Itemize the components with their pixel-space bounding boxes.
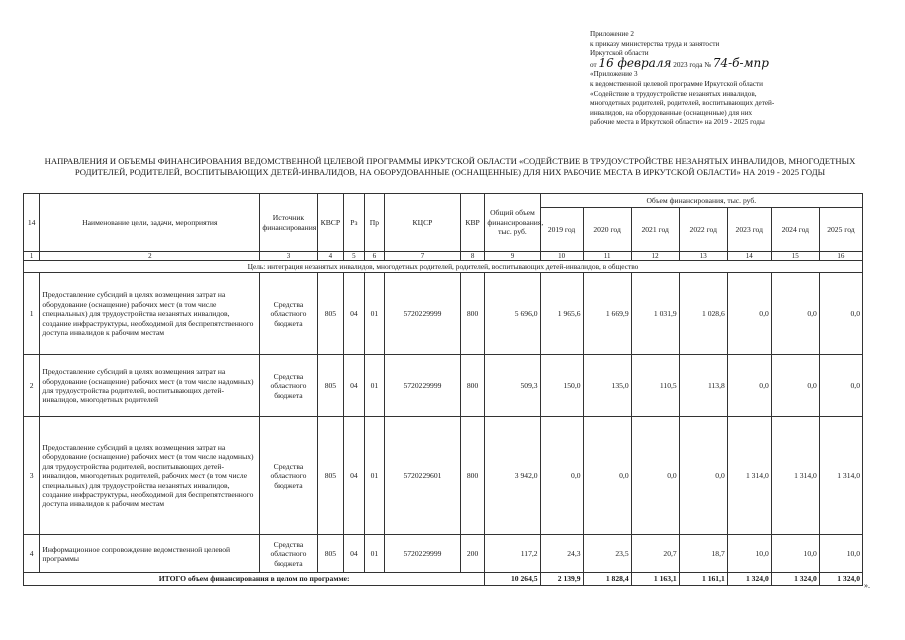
row-year-value: 1 669,9	[583, 273, 631, 355]
row-year-value: 1 965,6	[540, 273, 583, 355]
appendix-line: многодетных родителей, родителей, воспитывающих детей-	[590, 99, 775, 108]
row-year-value: 10,0	[819, 535, 862, 573]
row-year-value: 1 031,9	[631, 273, 679, 355]
col-number: 10	[540, 252, 583, 261]
row-total: 117,2	[485, 535, 540, 573]
row-year-value: 1 314,0	[819, 417, 862, 535]
appendix-line: к ведомственной целевой программе Иркутской области	[590, 79, 764, 88]
col-number: 1	[24, 252, 40, 261]
row-rz: 04	[344, 355, 364, 417]
header-pr: Пр	[364, 194, 384, 252]
header-year: 2024 год	[771, 208, 819, 252]
row-num: 4	[24, 535, 40, 573]
row-kcsr: 5720229999	[385, 273, 461, 355]
total-year-value: 2 139,9	[540, 573, 583, 585]
handwritten-date: 16 февраля	[598, 55, 672, 70]
row-kvr: 800	[460, 355, 485, 417]
row-rz: 04	[344, 417, 364, 535]
document-title: НАПРАВЛЕНИЯ И ОБЪЕМЫ ФИНАНСИРОВАНИЯ ВЕДОМСТВЕННОЙ ЦЕЛЕВОЙ ПРОГРАММЫ ИРКУТСКОЙ ОБЛАСТИ «СОДЕЙСТВИЕ В ТРУДОУСТРОЙСТВЕ НЕЗАНЯТЫХ ИНВАЛИДОВ, МНОГОДЕТНЫХ РОДИТЕЛЕЙ, РОДИТЕЛЕЙ, ВОСПИТЫВАЮЩИХ ДЕТЕЙ-ИНВАЛИДОВ, НА ОБОРУДОВАННЫЕ (ОСНАЩЕННЫЕ) ДЛЯ НИХ РАБОЧИЕ МЕСТА В ИРКУТСКОЙ ОБЛАСТИ» НА 2019 - 2025 ГОДЫ	[44, 156, 856, 177]
row-kvr: 200	[460, 535, 485, 573]
row-year-value: 0,0	[631, 417, 679, 535]
row-rz: 04	[344, 535, 364, 573]
col-number: 5	[344, 252, 364, 261]
row-year-value: 1 314,0	[727, 417, 771, 535]
row-year-value: 0,0	[771, 273, 819, 355]
row-year-value: 0,0	[727, 355, 771, 417]
header-year: 2023 год	[727, 208, 771, 252]
header-kvsr: КВСР	[317, 194, 344, 252]
row-total: 5 696,0	[485, 273, 540, 355]
header-name: Наименование цели, задачи, мероприятия	[40, 194, 260, 252]
row-kvsr: 805	[317, 273, 344, 355]
total-year-value: 1 163,1	[631, 573, 679, 585]
header-year: 2025 год	[819, 208, 862, 252]
col-number: 2	[40, 252, 260, 261]
row-year-value: 150,0	[540, 355, 583, 417]
row-name: Предоставление субсидий в целях возмещения затрат на оборудование (оснащение) рабочих мест (в том числе специальных) для трудоустройства незанятых инвалидов, создание инфраструктуры, необходимой для беспрепятственного доступа инвалидов к рабочим местам	[40, 273, 260, 355]
header-year: 2019 год	[540, 208, 583, 252]
col-number: 11	[583, 252, 631, 261]
row-num: 3	[24, 417, 40, 535]
header-kcsr: КЦСР	[385, 194, 461, 252]
row-pr: 01	[364, 417, 384, 535]
appendix-line: к приказу министерства труда и занятости	[590, 39, 720, 48]
goal-text: Цель: интеграция незанятых инвалидов, многодетных родителей, родителей, воспитывающих детей-инвалидов, в общество	[24, 261, 863, 273]
row-kvsr: 805	[317, 355, 344, 417]
row-year-value: 0,0	[819, 273, 862, 355]
col-number: 3	[260, 252, 317, 261]
row-year-value: 1 028,6	[679, 273, 727, 355]
row-pr: 01	[364, 355, 384, 417]
total-year-value: 1 324,0	[727, 573, 771, 585]
row-year-value: 0,0	[771, 355, 819, 417]
row-source: Средства областного бюджета	[260, 417, 317, 535]
header-kvr: КВР	[460, 194, 485, 252]
row-kvr: 800	[460, 273, 485, 355]
row-rz: 04	[344, 273, 364, 355]
row-year-value: 10,0	[771, 535, 819, 573]
header-year: 2022 год	[679, 208, 727, 252]
appendix-line: Иркутской области	[590, 49, 649, 58]
table-row	[24, 417, 863, 535]
total-value: 10 264,5	[485, 573, 540, 585]
appendix-line: «Приложение 3	[590, 70, 638, 79]
header-source: Источник финансирования	[260, 194, 317, 252]
row-year-value: 23,5	[583, 535, 631, 573]
date-year: 2023 года №	[673, 60, 712, 69]
col-number: 4	[317, 252, 344, 261]
row-name: Информационное сопровождение ведомственной целевой программы	[40, 535, 260, 573]
row-kvsr: 805	[317, 417, 344, 535]
row-kcsr: 5720229999	[385, 355, 461, 417]
total-year-value: 1 828,4	[583, 573, 631, 585]
column-number-row	[24, 252, 863, 261]
row-source: Средства областного бюджета	[260, 535, 317, 573]
total-row	[24, 573, 863, 585]
row-pr: 01	[364, 273, 384, 355]
row-kvr: 800	[460, 417, 485, 535]
col-number: 6	[364, 252, 384, 261]
appendix-line: инвалидов, на оборудованные (оснащенные) для них	[590, 108, 753, 117]
header-year: 2021 год	[631, 208, 679, 252]
row-name: Предоставление субсидий в целях возмещения затрат на оборудование (оснащение) рабочих мест (в том числе надомных) для трудоустройства родителей, воспитывающих детей-инвалидов, многодетных родителей	[40, 355, 260, 417]
total-year-value: 1 161,1	[679, 573, 727, 585]
row-year-value: 0,0	[819, 355, 862, 417]
row-kcsr: 5720229601	[385, 417, 461, 535]
appendix-date-line	[590, 55, 890, 71]
col-number: 12	[631, 252, 679, 261]
row-kvsr: 805	[317, 535, 344, 573]
row-year-value: 0,0	[679, 417, 727, 535]
header-row	[24, 194, 863, 208]
header-total: Общий объем финансирования, тыс. руб.	[485, 194, 540, 252]
row-num: 2	[24, 355, 40, 417]
header-num: 14	[24, 194, 40, 252]
row-source: Средства областного бюджета	[260, 355, 317, 417]
table-row	[24, 273, 863, 355]
total-year-value: 1 324,0	[771, 573, 819, 585]
row-year-value: 18,7	[679, 535, 727, 573]
handwritten-number: 74-б-мпр	[712, 55, 769, 70]
row-year-value: 135,0	[583, 355, 631, 417]
header-volume: Объем финансирования, тыс. руб.	[540, 194, 862, 208]
header-year: 2020 год	[583, 208, 631, 252]
col-number: 15	[771, 252, 819, 261]
date-prefix: от	[590, 60, 597, 69]
row-name: Предоставление субсидий в целях возмещения затрат на оборудование (оснащение) рабочих мест (в том числе надомных) для трудоустройства родителей, воспитывающих детей-инвалидов, многодетных родителей, рабочих мест (в том числе специальных) для трудоустройства незанятых инвалидов, создание инфраструктуры, необходимой для беспрепятственного доступа инвалидов к рабочим местам	[40, 417, 260, 535]
row-total: 509,3	[485, 355, 540, 417]
row-pr: 01	[364, 535, 384, 573]
goal-row	[24, 261, 863, 273]
appendix-line: рабочие места в Иркутской области» на 2019 - 2025 годы	[590, 118, 765, 127]
appendix-line: «Содействие в трудоустройстве незанятых инвалидов,	[590, 89, 757, 98]
closing-quote-mark: ».	[864, 581, 870, 590]
table-row	[24, 535, 863, 573]
row-year-value: 0,0	[727, 273, 771, 355]
appendix-line: Приложение 2	[590, 30, 634, 38]
appendix-block	[590, 30, 890, 128]
row-year-value: 0,0	[583, 417, 631, 535]
row-year-value: 113,8	[679, 355, 727, 417]
table-row	[24, 355, 863, 417]
col-number: 7	[385, 252, 461, 261]
total-year-value: 1 324,0	[819, 573, 862, 585]
row-year-value: 110,5	[631, 355, 679, 417]
total-label: ИТОГО объем финансирования в целом по программе:	[24, 573, 485, 585]
col-number: 16	[819, 252, 862, 261]
row-year-value: 1 314,0	[771, 417, 819, 535]
col-number: 8	[460, 252, 485, 261]
row-total: 3 942,0	[485, 417, 540, 535]
row-year-value: 10,0	[727, 535, 771, 573]
row-year-value: 24,3	[540, 535, 583, 573]
row-year-value: 0,0	[540, 417, 583, 535]
row-kcsr: 5720229999	[385, 535, 461, 573]
col-number: 13	[679, 252, 727, 261]
header-rz: Рз	[344, 194, 364, 252]
col-number: 9	[485, 252, 540, 261]
row-source: Средства областного бюджета	[260, 273, 317, 355]
financing-table	[23, 193, 863, 586]
row-num: 1	[24, 273, 40, 355]
col-number: 14	[727, 252, 771, 261]
row-year-value: 20,7	[631, 535, 679, 573]
